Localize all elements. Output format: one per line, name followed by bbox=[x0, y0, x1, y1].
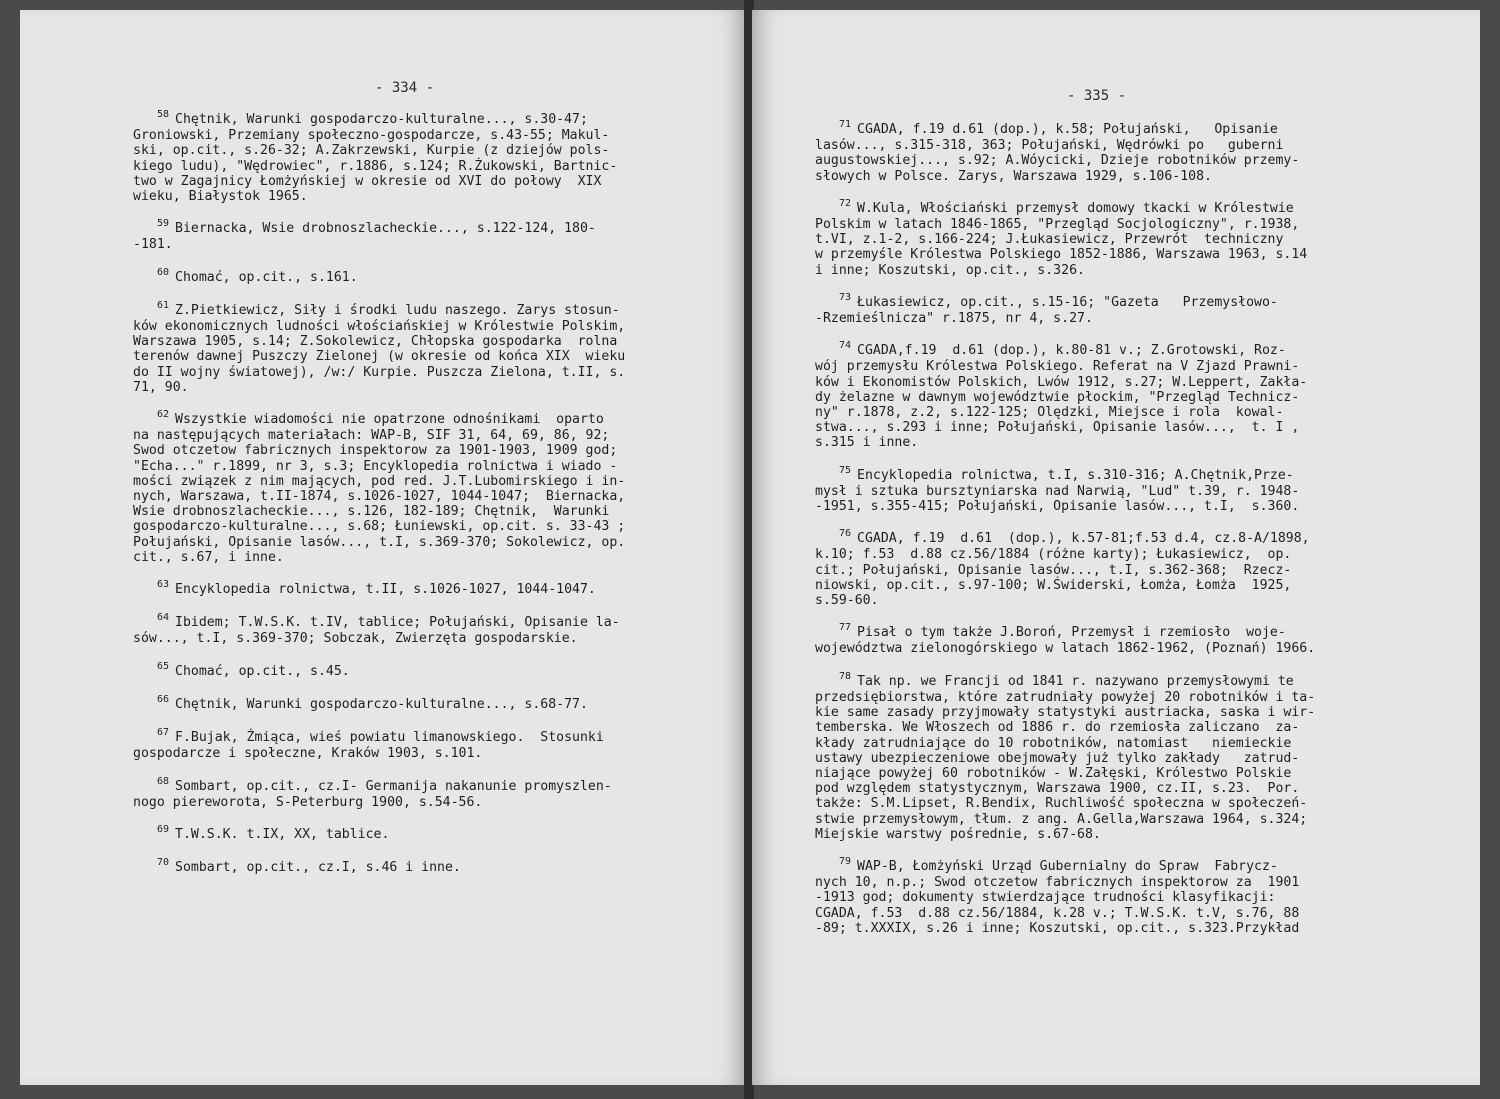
footnote-line bbox=[133, 775, 693, 795]
footnote-line: augustowskiej..., s.92; A.Wóycicki, Dzieje robotników przemy- bbox=[815, 153, 1300, 169]
footnote-line: 71, 90. bbox=[133, 379, 189, 395]
footnote-line: przedsiębiorstwa, które zatrudniały powyżej 20 robotników i ta- bbox=[815, 689, 1316, 705]
footnote-text: Sombart, op.cit., cz.I, s.46 i inne. bbox=[175, 860, 461, 876]
footnote bbox=[815, 464, 1375, 515]
footnote bbox=[133, 727, 693, 762]
footnote-number: 58 bbox=[157, 109, 170, 120]
footnote-text: Ibidem; T.W.S.K. t.IV, tablice; Połujański, Opisanie la- bbox=[175, 615, 620, 631]
footnote-text: Z.Pietkiewicz, Siły i środki ludu naszego. Zarys stosun- bbox=[175, 302, 620, 318]
footnote-text: Chomać, op.cit., s.161. bbox=[175, 269, 358, 285]
footnote-text: T.W.S.K. t.IX, XX, tablice. bbox=[175, 826, 390, 842]
footnote-line: -181. bbox=[133, 237, 173, 253]
footnote-line: "Echa..." r.1899, nr 3, s.3; Encyklopedia rolnictwa i wiado - bbox=[133, 458, 618, 474]
footnotes-list bbox=[133, 109, 693, 893]
footnote-line bbox=[815, 855, 1375, 875]
footnote-line: wieku, Białystok 1965. bbox=[133, 189, 308, 205]
footnote-line: nych, Warszawa, t.II-1874, s.1026-1027, 1044-1047; Biernacka, bbox=[133, 489, 626, 505]
footnote-line: cit., s.67, i inne. bbox=[133, 549, 284, 565]
page-number: - 335 - bbox=[1067, 88, 1127, 104]
footnote-line: nych 10, n.p.; Swod otczetow fabricznych inspektorow za 1901 bbox=[815, 875, 1300, 891]
footnote-line bbox=[133, 299, 693, 319]
footnote-line: -Rzemieślnicza" r.1875, nr 4, s.27. bbox=[815, 311, 1093, 327]
footnote-line: two w Zagajnicy Łomżyńskiej w okresie od XVI do połowy XIX bbox=[133, 173, 602, 189]
footnote-number: 64 bbox=[157, 612, 170, 624]
footnote-line bbox=[133, 109, 693, 128]
footnote-line bbox=[133, 266, 693, 286]
footnote-line: kłady zatrudniające do 10 robotników, natomiast niemieckie bbox=[815, 735, 1292, 751]
footnote-number: 74 bbox=[839, 340, 852, 352]
footnote-text: Tak np. we Francji od 1841 r. nazywano przemysłowymi te bbox=[857, 673, 1294, 689]
footnote-line bbox=[133, 579, 693, 598]
left-page bbox=[20, 10, 745, 1085]
footnote bbox=[133, 299, 693, 395]
footnote bbox=[815, 197, 1375, 278]
footnote-line: wój przemysłu Królestwa Polskiego. Referat na V Zjazd Prawni- bbox=[815, 359, 1300, 375]
footnote-number: 76 bbox=[839, 528, 852, 540]
footnote-line bbox=[133, 612, 693, 631]
footnote-line: s.59-60. bbox=[815, 593, 879, 609]
footnote bbox=[815, 291, 1375, 327]
footnote-text: Pisał o tym także J.Boroń, Przemysł i rzemiosło woje- bbox=[857, 625, 1286, 641]
footnote-line: dy żelazne w dawnym województwie płockim, "Przegląd Technicz- bbox=[815, 389, 1300, 405]
footnote-line: niające powyżej 60 robotników - W.Załęski, Królestwo Polskie bbox=[815, 765, 1292, 781]
footnote-line: ny" r.1878, z.2, s.122-125; Olędzki, Miejsce i rola kowal- bbox=[815, 405, 1284, 421]
footnote-line bbox=[133, 409, 693, 428]
footnote-line: mości związek z nim mających, pod red. J.T.Lubomirskiego i in- bbox=[133, 473, 626, 489]
footnote-text: Łukasiewicz, op.cit., s.15-16; "Gazeta Przemysłowo- bbox=[857, 294, 1278, 310]
footnote bbox=[815, 670, 1375, 842]
footnote-line: gospodarcze i społeczne, Kraków 1903, s.101. bbox=[133, 746, 483, 762]
footnote bbox=[815, 855, 1375, 936]
footnote-line bbox=[815, 119, 1375, 138]
footnote-line: lasów..., s.315-318, 363; Połujański, Wędrówki po guberni bbox=[815, 138, 1284, 154]
footnote-line bbox=[815, 622, 1375, 641]
footnote-line bbox=[815, 528, 1375, 547]
footnote-number: 70 bbox=[157, 857, 170, 869]
footnote-line bbox=[133, 218, 693, 237]
footnote-line bbox=[815, 670, 1375, 690]
footnote-line: na następujących materiałach: WAP-B, SIF 31, 64, 69, 86, 92; bbox=[133, 428, 610, 444]
footnote-text: Encyklopedia rolnictwa, t.II, s.1026-1027, 1044-1047. bbox=[175, 582, 596, 598]
footnote-line: mysł i sztuka bursztyniarska nad Narwią, "Lud" t.39, r. 1948- bbox=[815, 483, 1300, 499]
footnote-line bbox=[133, 693, 693, 713]
footnote-line bbox=[133, 660, 693, 680]
footnote bbox=[133, 612, 693, 647]
footnote-text: Chętnik, Warunki gospodarczo-kulturalne..., s.68-77. bbox=[175, 696, 588, 712]
footnote-text: CGADA, f.19 d.61 (dop.), k.57-81;f.53 d.4, cz.8-A/1898, bbox=[857, 531, 1310, 547]
footnote bbox=[133, 660, 693, 680]
footnote-number: 71 bbox=[839, 119, 852, 130]
footnote bbox=[133, 775, 693, 810]
footnote-text: Chomać, op.cit., s.45. bbox=[175, 663, 350, 679]
footnote-line: stwie przemysłowym, tłum. z ang. A.Gella,Warszawa 1964, s.324; bbox=[815, 811, 1308, 827]
footnote-line: cit.; Połujański, Opisanie lasów..., t.I, s.362-368; Rzecz- bbox=[815, 562, 1292, 578]
footnote-line: CGADA, f.53 d.88 cz.56/1884, k.28 v.; T.W.S.K. t.V, s.76, 88 bbox=[815, 905, 1300, 921]
footnote-line: temberska. We Włoszech od 1886 r. do rzemiosła zaliczano za- bbox=[815, 720, 1300, 736]
footnote-line bbox=[815, 340, 1375, 359]
footnote-number: 67 bbox=[157, 727, 170, 739]
footnote-line: -1913 god; dokumenty stwierdzające trudności klasyfikacji: bbox=[815, 890, 1276, 906]
footnote-line: kie same zasady przyjmowały statystyki austriacka, saska i wir- bbox=[815, 705, 1316, 721]
footnote-number: 68 bbox=[157, 775, 170, 787]
footnote-line bbox=[815, 464, 1375, 484]
footnote-line: kiego ludu), "Wędrowiec", r.1886, s.124; R.Żukowski, Bartnic- bbox=[133, 158, 618, 174]
footnote bbox=[133, 409, 693, 565]
footnote-line: województwa zielonogórskiego w latach 1862-1962, (Poznań) 1966. bbox=[815, 641, 1316, 657]
footnote-text: WAP-B, Łomżyński Urząd Gubernialny do Spraw Fabrycz- bbox=[857, 858, 1278, 874]
footnote-line: ustawy ubezpieczeniowe obejmowały już tylko zakłady zatrud- bbox=[815, 750, 1300, 766]
footnote-line: słowych w Polsce. Zarys, Warszawa 1929, s.106-108. bbox=[815, 168, 1212, 184]
footnote-line: nogo piereworota, S-Peterburg 1900, s.54-56. bbox=[133, 794, 483, 810]
footnote-line: Połujański, Opisanie lasów..., t.I, s.369-370; Sokolewicz, op. bbox=[133, 534, 626, 550]
footnote-line: Wsie drobnoszlacheckie..., s.126, 182-189; Chętnik, Warunki bbox=[133, 504, 610, 520]
footnote bbox=[133, 579, 693, 598]
footnote-line: stwa..., s.293 i inne; Połujański, Opisanie lasów..., t. I , bbox=[815, 420, 1300, 436]
footnote-line: sów..., t.I, s.369-370; Sobczak, Zwierzęta gospodarskie. bbox=[133, 631, 578, 647]
footnote bbox=[815, 340, 1375, 451]
footnote-line: Miejskie warstwy pośrednie, s.67-68. bbox=[815, 826, 1101, 842]
footnote bbox=[133, 857, 693, 876]
page-number: - 334 - bbox=[375, 80, 435, 96]
footnote-line bbox=[815, 197, 1375, 217]
footnote-number: 62 bbox=[157, 409, 170, 421]
footnote-line: terenów dawnej Puszczy Zielonej (w okresie od końca XIX wieku bbox=[133, 349, 626, 365]
footnote-number: 61 bbox=[157, 299, 170, 311]
footnote bbox=[815, 119, 1375, 184]
footnote bbox=[815, 528, 1375, 609]
footnote bbox=[133, 693, 693, 713]
footnote-line: Polskim w latach 1846-1865, "Przegląd Socjologiczny", r.1938, bbox=[815, 217, 1300, 233]
footnote-line: ków ekonomicznych ludności włościańskiej w Królestwie Polskim, bbox=[133, 319, 626, 335]
footnote-text: Chętnik, Warunki gospodarczo-kulturalne..., s.30-47; bbox=[175, 112, 588, 127]
footnotes-list bbox=[815, 119, 1375, 953]
footnote-line: także: S.M.Lipset, R.Bendix, Ruchliwość społeczna w społeczeń- bbox=[815, 796, 1308, 812]
footnote-line: k.10; f.53 d.88 cz.56/1884 (różne karty); Łukasiewicz, op. bbox=[815, 547, 1292, 563]
footnote-line: i inne; Koszutski, op.cit., s.326. bbox=[815, 262, 1085, 278]
footnote-line: -89; t.XXXIX, s.26 i inne; Koszutski, op.cit., s.323.Przykład bbox=[815, 920, 1300, 936]
footnote-number: 77 bbox=[839, 622, 852, 634]
footnote-text: CGADA, f.19 d.61 (dop.), k.58; Połujański, Opisanie bbox=[857, 122, 1278, 137]
footnote-number: 78 bbox=[839, 670, 852, 682]
footnote-text: W.Kula, Włościański przemysł domowy tkacki w Królestwie bbox=[857, 200, 1294, 216]
footnote-line: ków i Ekonomistów Polskich, Lwów 1912, s.27; W.Leppert, Zakła- bbox=[815, 374, 1308, 390]
footnote-text: CGADA,f.19 d.61 (dop.), k.80-81 v.; Z.Grotowski, Roz- bbox=[857, 343, 1286, 359]
footnote-text: Biernacka, Wsie drobnoszlacheckie..., s.122-124, 180- bbox=[175, 221, 596, 237]
footnote bbox=[133, 823, 693, 843]
footnote-number: 63 bbox=[157, 579, 170, 591]
footnote-number: 79 bbox=[839, 855, 852, 867]
footnote-text: Encyklopedia rolnictwa, t.I, s.310-316; A.Chętnik,Prze- bbox=[857, 467, 1294, 483]
footnote-number: 66 bbox=[157, 693, 170, 705]
footnote-line: s.315 i inne. bbox=[815, 435, 919, 451]
footnote-number: 73 bbox=[839, 291, 852, 303]
footnote-number: 72 bbox=[839, 197, 852, 209]
footnote-line: w przemyśle Królestwa Polskiego 1852-1886, Warszawa 1963, s.14 bbox=[815, 247, 1308, 263]
footnote-text: F.Bujak, Żmiąca, wieś powiatu limanowskiego. Stosunki bbox=[175, 730, 604, 746]
footnote bbox=[133, 109, 693, 205]
footnote-line: Groniowski, Przemiany społeczno-gospodarcze, s.43-55; Makul- bbox=[133, 128, 610, 144]
footnote-line bbox=[133, 857, 693, 876]
footnote-text: Wszystkie wiadomości nie opatrzone odnośnikami oparto bbox=[175, 412, 604, 428]
footnote-line: Warszawa 1905, s.14; Z.Sokolewicz, Chłopska gospodarka rolna bbox=[133, 334, 618, 350]
footnote-number: 75 bbox=[839, 464, 852, 476]
footnote-line: niowski, op.cit., s.97-100; W.Świderski, Łomża, Łomża 1925, bbox=[815, 577, 1292, 593]
footnote-line: Swod otczetow fabricznych inspektorow za 1901-1903, 1909 god; bbox=[133, 443, 618, 459]
footnote bbox=[815, 622, 1375, 657]
footnote-number: 60 bbox=[157, 266, 170, 278]
footnote bbox=[133, 218, 693, 253]
footnote-line: ski, op.cit., s.26-32; A.Zakrzewski, Kurpie (z dziejów pols- bbox=[133, 143, 610, 159]
footnote-number: 59 bbox=[157, 218, 170, 230]
footnote-line bbox=[815, 291, 1375, 311]
footnote bbox=[133, 266, 693, 286]
footnote-number: 69 bbox=[157, 823, 170, 835]
right-page bbox=[752, 10, 1480, 1085]
footnote-line bbox=[133, 727, 693, 746]
footnote-line: t.VI, z.1-2, s.166-224; J.Łukasiewicz, Przewrót techniczny bbox=[815, 232, 1284, 248]
footnote-number: 65 bbox=[157, 660, 170, 672]
footnote-text: Sombart, op.cit., cz.I- Germanija nakanunie promyszlen- bbox=[175, 778, 612, 794]
footnote-line: -1951, s.355-415; Połujański, Opisanie lasów..., t.I, s.360. bbox=[815, 499, 1300, 515]
footnote-line: do II wojny światowej), /w:/ Kurpie. Puszcza Zielona, t.II, s. bbox=[133, 364, 626, 380]
footnote-line: gospodarczo-kulturalne..., s.68; Łuniewski, op.cit. s. 33-43 ; bbox=[133, 519, 626, 535]
footnote-line bbox=[133, 823, 693, 843]
footnote-line: pod względem statystycznym, Warszawa 1900, cz.II, s.23. Por. bbox=[815, 781, 1300, 797]
